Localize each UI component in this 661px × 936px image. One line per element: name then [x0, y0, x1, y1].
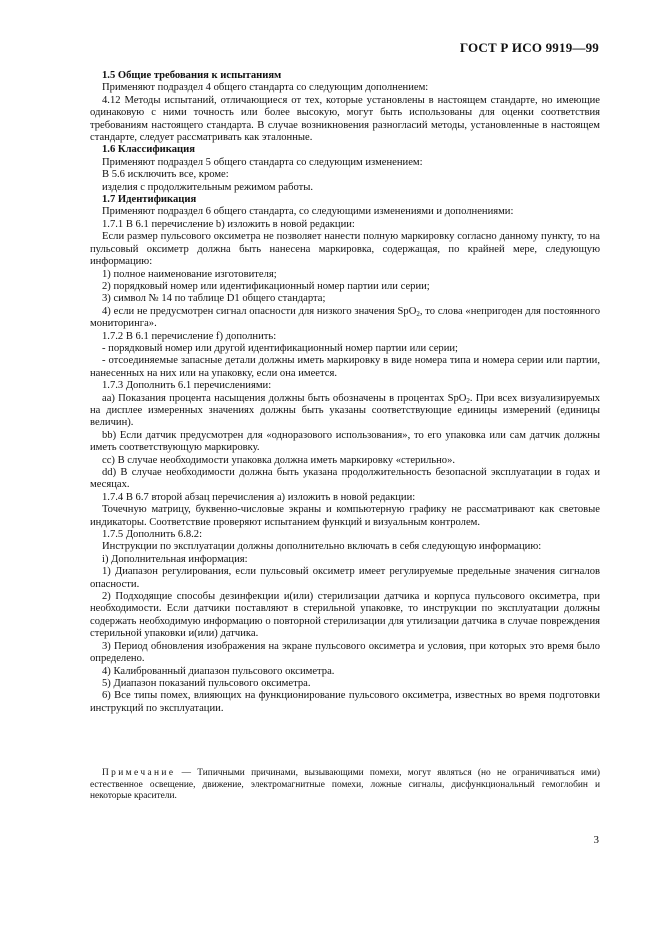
list-item: 1) Диапазон регулирования, если пульсовый оксиметр имеет регулируемые предельные значения сигналов опасности. — [90, 566, 600, 590]
paragraph: Применяют подраздел 5 общего стандарта со следующим изменением: — [102, 156, 423, 168]
list-item: - отсоединяемые запасные детали должны иметь маркировку в виде номера типа и номера серии или партии, нанесенных на них или на упаковку, если она имеется. — [90, 355, 600, 379]
paragraph: 4.12 Методы испытаний, отличающиеся от тех, которые установлены в настоящем стандарте, но имеющие одинаковую с ними точность или более высокую, могут быть использованы для оценки соответствия требованиям настоящего стандарта. В случае возникновения разногласий методы, установленные в настоящем стандарте, следует рассматривать как эталонные. — [90, 94, 600, 144]
paragraph: Применяют подраздел 6 общего стандарта, со следующими изменениями и дополнениями: — [102, 206, 514, 218]
subscript: 2 — [416, 309, 420, 318]
paragraph: Если размер пульсового оксиметра не позволяет нанести полную маркировку согласно данному пункту, то на пульсовый оксиметр должна быть нанесена маркировка, содержащая, по крайней мере, следующую информацию: — [90, 231, 600, 268]
subsection-1-7-1: 1.7.1 В 6.1 перечисление b) изложить в новой редакции: — [102, 218, 355, 230]
paragraph: Применяют подраздел 4 общего стандарта со следующим дополнением: — [102, 82, 429, 94]
list-item: 4) Калиброванный диапазон пульсового оксиметра. — [102, 665, 335, 677]
list-item: 2) Подходящие способы дезинфекции и(или) стерилизации датчика и корпуса пульсового оксиметра, при необходимости. Если датчики поставляют в стерильной упаковке, то инструкции по эксплуатации должны содержать необходимую информацию о повторной стерилизации для утилизации датчика в случае повреждения стерильной упаковки и(или) датчика. — [90, 591, 600, 640]
list-item: 5) Диапазон показаний пульсового оксиметра. — [102, 677, 311, 689]
list-item: cc) В случае необходимости упаковка должна иметь маркировку «стерильно». — [102, 454, 456, 466]
page-header: ГОСТ Р ИСО 9919—99 — [459, 40, 599, 55]
paragraph: В 5.6 исключить все, кроме: — [102, 169, 229, 181]
list-item: 1) полное наименование изготовителя; — [102, 268, 277, 280]
list-item: i) Дополнительная информация: — [102, 553, 248, 565]
list-item — [90, 393, 600, 430]
list-item: - порядковый номер или другой идентификационный номер партии или серии; — [102, 342, 458, 354]
subsection-1-7-4: 1.7.4 В 6.7 второй абзац перечисления а) изложить в новой редакции: — [102, 491, 416, 503]
text-part: aa) Показания процента насыщения должны быть обозначены в процентах SpO — [102, 392, 467, 404]
document-body — [90, 70, 600, 715]
subsection-1-7-5: 1.7.5 Дополнить 6.8.2: — [102, 529, 203, 541]
subsection-1-7-3: 1.7.3 Дополнить 6.1 перечислениями: — [102, 380, 272, 392]
list-item — [90, 306, 600, 331]
paragraph: Инструкции по эксплуатации должны дополнительно включать в себя следующую информацию: — [102, 541, 542, 553]
list-item: 6) Все типы помех, влияющих на функционирование пульсового оксиметра, известных во время подготовки инструкций по эксплуатации. — [90, 690, 600, 714]
paragraph: Точечную матрицу, буквенно-числовые экраны и компьютерную графику не рассматривают как световые индикаторы. Соответствие проверяют испытанием функций и визуальным контролем. — [90, 504, 600, 528]
note-text: — Типичными причинами, вызывающими помехи, могут являться (но не ограничиваться ими) естественное освещение, движение, электромагнитные помехи, ложные сигналы, дисфункциональный гемоглобин и некоторые красители. — [90, 768, 600, 802]
list-item: dd) В случае необходимости должна быть указана продолжительность безопасной эксплуатации в годах и месяцах. — [90, 467, 600, 491]
section-1-7-title: 1.7 Идентификация — [102, 194, 197, 206]
note-label: Примечание — [102, 768, 176, 778]
subscript: 2 — [466, 396, 470, 405]
paragraph: изделия с продолжительным режимом работы. — [102, 181, 314, 193]
text-part: , то слова «непригоден для постоянного мониторинга». — [90, 305, 600, 330]
list-item: 2) порядковый номер или идентификационный номер партии или серии; — [102, 280, 430, 292]
subsection-1-7-2: 1.7.2 В 6.1 перечисление f) дополнить: — [102, 330, 277, 342]
section-1-5-title: 1.5 Общие требования к испытаниям — [102, 70, 282, 81]
section-1-6-title: 1.6 Классификация — [102, 144, 195, 156]
list-item: 3) символ № 14 по таблице D1 общего стандарта; — [102, 293, 326, 305]
list-item: bb) Если датчик предусмотрен для «одноразового использования», то его упаковка или сам датчик должны иметь соответствующую маркировку. — [90, 429, 600, 454]
text-part: 4) если не предусмотрен сигнал опасности для низкого значения SpO — [102, 305, 417, 317]
list-item: 3) Период обновления изображения на экране пульсового оксиметра и условия, при которых это время было определено. — [90, 640, 600, 665]
text-part: . При всех визуализируемых на дисплее измеренных значениях должны быть указаны соответствующие единицы измерений (единицы величин). — [90, 392, 600, 429]
page-number: 3 — [593, 834, 599, 846]
note — [90, 768, 600, 803]
